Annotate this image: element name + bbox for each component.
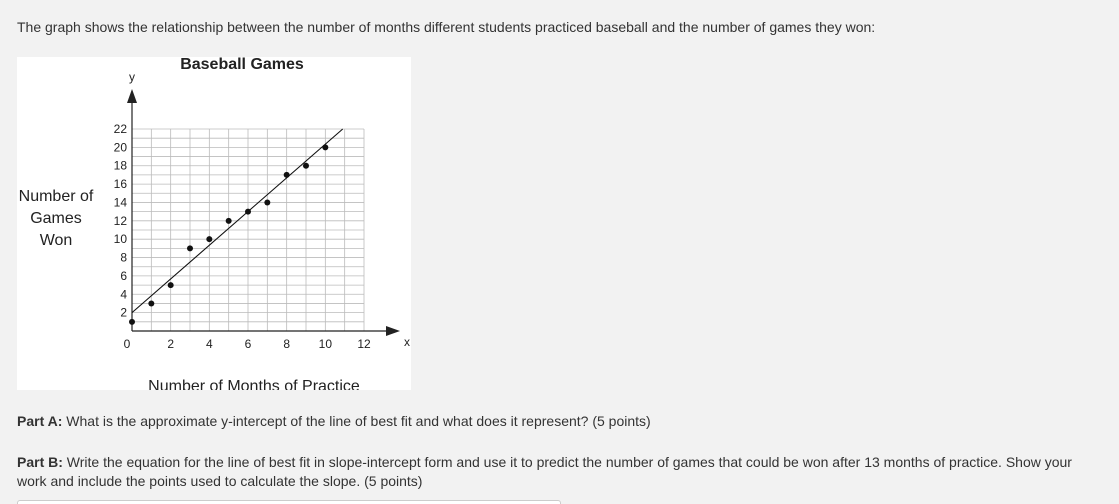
- y-axis-letter: y: [129, 70, 135, 84]
- data-point: [226, 218, 232, 224]
- x-tick-label: 6: [244, 337, 252, 351]
- y-tick-label: 4: [120, 287, 127, 302]
- y-tick-label: 2: [120, 305, 127, 320]
- y-axis-arrow: [127, 89, 137, 103]
- x-tick-label: 12: [357, 337, 371, 351]
- data-point: [322, 144, 328, 150]
- x-axis-arrow: [386, 326, 400, 336]
- x-tick-label: 8: [283, 337, 291, 351]
- y-axis-label-line-2: Games: [30, 210, 82, 227]
- x-axis-letter: x: [404, 335, 410, 349]
- data-point: [148, 300, 154, 306]
- y-tick-label: 6: [120, 268, 127, 283]
- y-tick-label: 20: [113, 140, 127, 155]
- y-tick-label: 8: [120, 250, 127, 265]
- part-b-text: Write the equation for the line of best fit in slope-intercept form and use it to predict the number of games that could be won after 13 months of practice. Show your work and include the points used to calculate the slope. (5 points): [17, 454, 1072, 489]
- part-a-text: What is the approximate y-intercept of the line of best fit and what does it represent? (5 points): [62, 413, 651, 429]
- chart-axes: [127, 89, 400, 336]
- x-axis-label: Number of Months of Practice: [148, 378, 360, 390]
- y-tick-label: 10: [113, 232, 127, 247]
- data-point: [168, 282, 174, 288]
- part-a-question: [17, 412, 1097, 431]
- data-point: [245, 209, 251, 215]
- x-tick-label: 10: [318, 337, 333, 351]
- data-point: [264, 199, 270, 205]
- part-a-label: Part A:: [17, 413, 63, 429]
- y-tick-label: 14: [113, 195, 127, 210]
- data-point: [129, 319, 135, 325]
- scatter-plot-figure: [17, 57, 411, 390]
- y-tick-label: 16: [113, 177, 127, 192]
- part-b-question: [17, 453, 1097, 491]
- part-b-label: Part B:: [17, 454, 63, 470]
- y-tick-label: 18: [113, 158, 127, 173]
- y-tick-label: 22: [113, 122, 127, 136]
- chart-grid: [132, 129, 364, 331]
- y-axis-label-line-1: Number of: [18, 188, 94, 205]
- data-point: [303, 163, 309, 169]
- y-axis-label-line-3: Won: [39, 232, 73, 249]
- data-point: [187, 245, 193, 251]
- chart-title: Baseball Games: [180, 57, 304, 73]
- scatter-plot: [17, 57, 411, 390]
- x-tick-label: 4: [205, 337, 213, 351]
- answer-input[interactable]: [17, 500, 561, 504]
- data-point: [284, 172, 290, 178]
- data-point: [206, 236, 212, 242]
- x-tick-label: 2: [167, 337, 175, 351]
- x-tick-label: 0: [123, 337, 131, 351]
- question-intro: The graph shows the relationship between the number of months different students practiced baseball and the number of games they won:: [17, 19, 876, 35]
- y-tick-label: 12: [113, 213, 127, 228]
